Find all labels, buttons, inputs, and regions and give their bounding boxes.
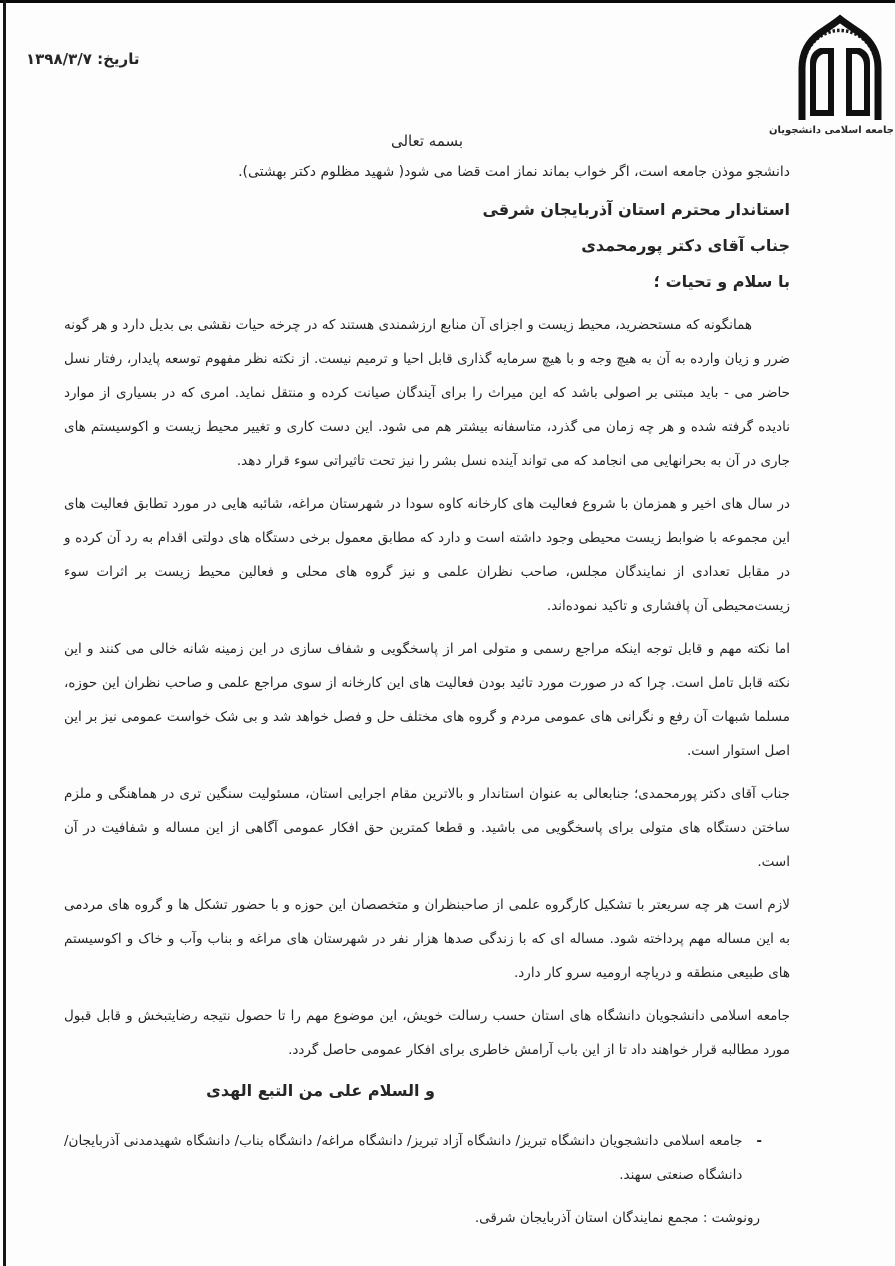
letter-body — [64, 132, 790, 1226]
besmele-line: بسمه تعالی — [390, 132, 464, 150]
body-paragraph-5: لازم است هر چه سریعتر با تشکیل کارگروه علمی از صاحبنظران و متخصصان این حوزه و با حضور تشکل ها و گروه های مردمی به این مساله مهم پرداخته شود. مساله ای که با زندگی صدها هزار نفر در شهرستان های مراغه و بناب وآب و خاک و اکوسیستم های طبیعی منطقه و دریاچه ارومیه سرو کار دارد. — [64, 897, 790, 981]
organization-emblem — [769, 8, 894, 136]
letter-date: تاریخ: ۱۳۹۸/۳/۷ — [26, 50, 140, 68]
recipient-block — [64, 192, 790, 300]
emblem-caption: جامعه اسلامی دانشجویان — [769, 125, 894, 136]
signatories-item — [64, 1124, 790, 1192]
emblem-right-door-inner — [852, 54, 864, 110]
body-paragraph-2: در سال های اخیر و همزمان با شروع فعالیت های کارخانه کاوه سودا در شهرستان مراغه، شائبه هایی در مورد تطابق فعالیت های این مجموعه با ضوابط زیست محیطی وجود داشته است و دارد که مطابق معمول برخی دستگاه های دولتی اقدام به رد آن کرده و در مقابل تعدادی از نمایندگان مجلس، صاحب نظران علمی و نیز گروه های محلی و فعالین محیط زیست بر اثرات سوء زیست‌محیطی آن پافشاری و تاکید نموده‌اند. — [64, 496, 790, 614]
signatories-text: جامعه اسلامی دانشجویان دانشگاه تبریز/ دانشگاه آزاد تبریز/ دانشگاه مراغه/ دانشگاه بناب/ دانشگاه شهیدمدنی آذربایجان/ دانشگاه صنعتی سهند. — [64, 1133, 743, 1183]
motto-quote: دانشجو موذن جامعه است، اگر خواب بماند نماز امت قضا می شود( شهید مظلوم دکتر بهشتی). — [238, 164, 790, 180]
body-paragraph-3: اما نکته مهم و قابل توجه اینکه مراجع رسمی و متولی امر از پاسخگویی و شفاف سازی در این زمینه شانه خالی می کنند و این نکته قابل تامل است. چرا که در صورت مورد تائید بودن فعالیت های این کارخانه از سوی مراجع علمی و صاحب نظران این حوزه، مسلما شبهات آن رفع و نگرانی های عمومی مردم و گروه های مختلف حل و فصل خواهد شد و بی شک خواست عمومی نیز بر این اصل استوار است. — [64, 641, 790, 759]
cc-note: رونوشت : مجمع نمایندگان استان آذربایجان شرقی. — [474, 1210, 760, 1226]
emblem-left-door-inner — [816, 54, 828, 110]
recipient-title: استاندار محترم استان آذربایجان شرقی — [482, 200, 790, 219]
body-paragraph-4: جناب آقای دکتر پورمحمدی؛ جنابعالی به عنوان استاندار و بالاترین مقام اجرایی استان، مسئولیت سنگین تری در هماهنگی و ملزم ساختن دستگاه های متولی برای پاسخگویی می باشید. و قطعا کمترین حق افکار عمومی آگاهی از این مساله و شفافیت در آن است. — [64, 786, 790, 870]
recipient-name: جناب آقای دکتر پورمحمدی — [581, 236, 790, 255]
salutation: با سلام و تحیات ؛ — [653, 272, 790, 291]
dash-bullet-icon: - — [756, 1133, 762, 1149]
body-paragraph-1: همانگونه که مستحضرید، محیط زیست و اجزای آن منابع ارزشمندی هستند که در چرخه حیات نقشی بی بدیل دارد و هر گونه ضرر و زیان وارده به آن به هیچ وجه و با هیچ سرمایه گذاری قابل احیا و ترمیم نیست. از نکته نظر مفهوم توسعه پایدار، رفتار نسل حاضر می - باید مبتنی بر اصولی باشد که این میراث را برای آیندگان صیانت کرده و منتقل نماید. امری که در بسیاری از موارد نادیده گرفته شده و هر چه زمان می گذرد، متاسفانه بیشتر هم می شود. این دست کاری و تغییر محیط زیست و اکوسیستم های جاری در آن به بحرانهایی می انجامد که می تواند آینده نسل بشر را نیز تحت تاثیراتی سوء قرار دهد. — [64, 317, 790, 469]
page-top-border — [0, 0, 895, 3]
closing-salutation: و السلام علی من التبع الهدی — [206, 1081, 435, 1100]
body-paragraph-6: جامعه اسلامی دانشجویان دانشگاه های استان حسب رسالت خویش، این موضوع مهم را تا حصول نتیجه رضایتبخش و قابل قبول مورد مطالبه قرار خواهند داد تا از این باب آرامش خاطری برای افکار عمومی حاصل گردد. — [64, 1008, 790, 1058]
page-left-border — [3, 0, 6, 1266]
mosque-arch-emblem-icon — [787, 8, 893, 124]
